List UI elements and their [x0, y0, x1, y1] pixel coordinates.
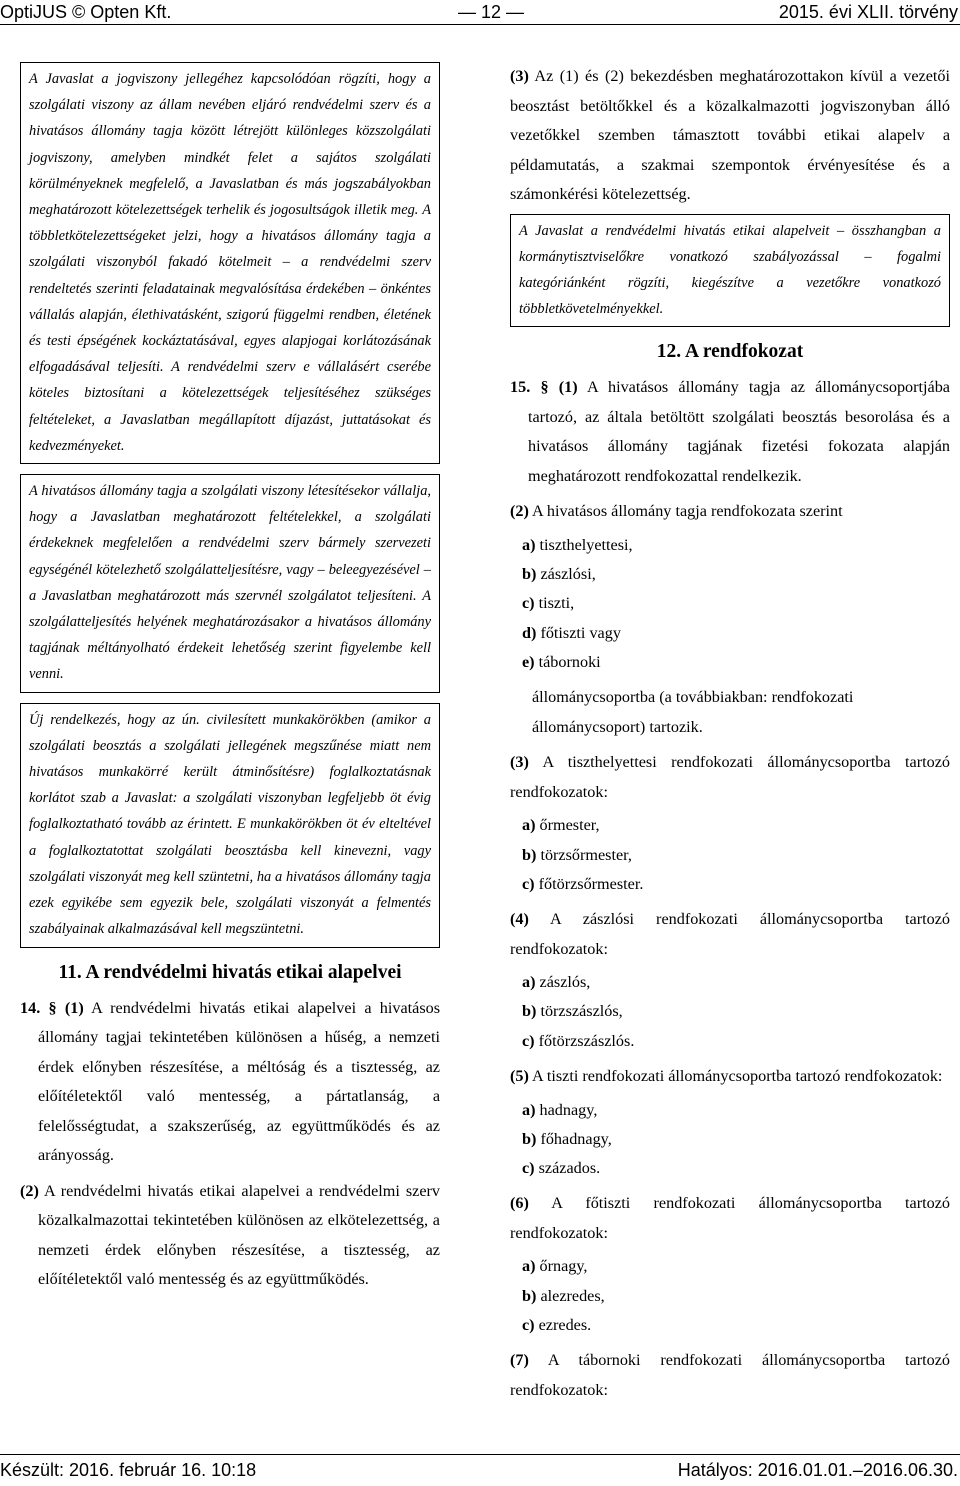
header-page-number: — 12 — — [458, 2, 525, 22]
right-column — [510, 62, 950, 1405]
header-law-title: 2015. évi XLII. törvény — [778, 2, 958, 22]
rank-list — [510, 1096, 950, 1184]
list-item: c) ezredes. — [522, 1316, 592, 1335]
paragraph-text: A rendvédelmi hivatás etikai alapelvei a hivatásos állomány tagjai tekintetében különösen a hűség, a nemzeti érdek előnyben részesítése, a méltóság és a tisztesség, az előítéletektől való mentesség, a pártatlanság, a felelősségtudat, a szakszerűség, az együttműködés és az arányosság. — [38, 998, 441, 1164]
paragraph-text: A zászlósi rendfokozati állománycsoportba tartozó rendfokozatok: — [510, 910, 950, 958]
list-item: b) törzsőrmester, — [522, 845, 632, 864]
list-item: c) főtörzsőrmester. — [522, 874, 644, 893]
paragraph-15-4 — [510, 905, 950, 964]
section-title: 11. A rendvédelmi hivatás etikai alapelvei — [58, 961, 402, 983]
commentary-box: A Javaslat a jogviszony jellegéhez kapcsolódóan rögzíti, hogy a szolgálati viszony az állam nevében eljáró rendvédelmi szerv és a hivatásos állomány tagja között létrejött különleges közszolgálati jogviszony, amelyben mindkét felet a sajátos szolgálati körülményeknek megfelelő, a Javaslatban és más jogszabályokban meghatározott kötelezettségek terhelik és jogosultságok illetik meg. A többletkötelezettségeket jelzi, hogy a hivatásos állomány tagja a szolgálati viszonyból fakadó kötelmeit – a rendvédelmi szerv rendeltetés szerinti feladatainak megvalósítása érdekében – önkéntes vállalás alapján, élethivatásként, szigorú függelmi rendben, életének és testi épségének kockáztatásával, egyes alapjogai korlátozásának elfogadásával teljesíti. A rendvédelmi szerv e vállalásért cserébe köteles biztosítani a kötelezettségek teljesítéséhez szükséges feltételeket, a Javaslatban megállapított díjazást, juttatásokat és kedvezményeket. — [20, 62, 440, 464]
header-rule — [0, 24, 960, 25]
paragraph-number: (2) — [510, 502, 529, 521]
paragraph-15-1 — [510, 373, 950, 491]
paragraph-text: A tiszthelyettesi rendfokozati állománycsoportba tartozó rendfokozatok: — [510, 753, 950, 801]
paragraph-number: 15. § (1) — [510, 378, 578, 397]
paragraph-number: (2) — [20, 1181, 39, 1200]
header-publisher: OptiJUS © Opten Kft. — [0, 2, 172, 22]
paragraph-number: (5) — [510, 1067, 529, 1086]
paragraph-text: A tábornoki rendfokozati állománycsoportba tartozó rendfokozatok: — [510, 1351, 950, 1399]
paragraph-number: 14. § (1) — [20, 998, 84, 1017]
list-item: b) zászlósi, — [522, 565, 596, 584]
paragraph-number: (6) — [510, 1194, 529, 1213]
footer-effective: Hatályos: 2016.01.01.–2016.06.30. — [677, 1460, 958, 1480]
paragraph-text: A rendvédelmi hivatás etikai alapelvei a rendvédelmi szerv közalkalmazottai tekintetében különösen az elkötelezettség, a nemzeti érdek előnyben részesítése, a tisztesség, az előítéletektől való mentesség és az együttműködés. — [38, 1181, 440, 1288]
list-item: d) főtiszti vagy — [522, 623, 621, 642]
paragraph-number: (7) — [510, 1351, 529, 1370]
paragraph-text: A hivatásos állomány tagja az állománycsoportjába tartozó, az általa betöltött szolgálati beosztás besorolása és a hivatásos állomány tagjának fizetési fokozata alapján meghatározott rendfokozattal rendelkezik. — [528, 378, 950, 485]
rank-group-list — [510, 531, 950, 677]
list-item: c) főtörzszászlós. — [522, 1031, 635, 1050]
footer-created: Készült: 2016. február 16. 10:18 — [0, 1460, 257, 1480]
page-footer — [0, 1458, 960, 1486]
list-item: a) zászlós, — [522, 973, 591, 992]
paragraph-15-6 — [510, 1189, 950, 1248]
list-item: a) hadnagy, — [522, 1100, 598, 1119]
commentary-box: A Javaslat a rendvédelmi hivatás etikai alapelveit – összhangban a kormánytisztviselőkre vonatkozó szabályozással – fogalmi kategóriánként rögzíti, kiegészítve a vezetőkre vonatkozó többletkövetelményekkel. — [510, 214, 950, 328]
paragraph-14-2 — [20, 1177, 440, 1295]
paragraph-number: (3) — [510, 753, 529, 772]
paragraph-text: A főtiszti rendfokozati állománycsoportba tartozó rendfokozatok: — [510, 1194, 950, 1242]
list-item: b) alezredes, — [522, 1286, 605, 1305]
rank-list — [510, 811, 950, 899]
section-title: 12. A rendfokozat — [656, 341, 804, 363]
paragraph-text: A tiszti rendfokozati állománycsoportba tartozó rendfokozatok: — [528, 1067, 943, 1086]
paragraph-15-2 — [510, 497, 950, 527]
paragraph-15-3 — [510, 748, 950, 807]
commentary-box: A hivatásos állomány tagja a szolgálati viszony létesítésekor vállalja, hogy a Javaslatban meghatározott feltételekkel, a szolgálati érdekeknek megfelelően a rendvédelmi szerv bármely szervezeti egységénél kötelezhető szolgálatteljesítésre, vagy – beleegyezésével – a Javaslatban meghatározott más szervnél szolgálatot teljesíteni. A szolgálatteljesítés helyének meghatározásakor a hivatásos állomány tagjának méltányolható érdekeit lehetőség szerint figyelembe kell venni. — [20, 474, 440, 693]
list-item: e) tábornoki — [522, 653, 601, 671]
paragraph-14-1 — [20, 994, 440, 1171]
list-continuation: állománycsoportba (a továbbiakban: rendfokozati állománycsoport) tartozik. — [532, 688, 854, 736]
list-item: a) őrnagy, — [522, 1257, 588, 1276]
left-column — [20, 62, 440, 1295]
commentary-box: Új rendelkezés, hogy az ún. civilesített munkakörökben (amikor a szolgálati beosztás a szolgálati jellegének megszűnése miatt nem hivatásos munkakörré került átminősítésre) foglalkoztatásnak korlátot szab a Javaslat: a szolgálati viszonyban legfeljebb öt évig foglalkoztatható tovább az érintett. E munkakörökben öt év elteltével a foglalkoztatottat szolgálati beosztásba kell kinevezni, vagy szolgálati viszonyát meg kell szüntetni, ha a hivatásos állomány tagja ezek egyikébe sem egyezik bele, szolgálati viszonyát a felmentés szabályainak alkalmazásával kell megszüntetni. — [20, 703, 440, 948]
list-item: b) főhadnagy, — [522, 1129, 612, 1148]
list-item: a) őrmester, — [522, 816, 600, 835]
paragraph-15-5 — [510, 1062, 950, 1092]
paragraph-number: (3) — [510, 67, 529, 85]
rank-list — [510, 968, 950, 1056]
list-item: c) százados. — [522, 1159, 601, 1178]
rank-list — [510, 1252, 950, 1340]
list-item: a) tiszthelyettesi, — [522, 535, 633, 554]
paragraph-text: A hivatásos állomány tagja rendfokozata szerint — [528, 502, 843, 521]
paragraph-14-3 — [510, 62, 950, 210]
paragraph-text: Az (1) és (2) bekezdésben meghatározottakon kívül a vezetői beosztást betöltőkkel és a közalkalmazotti jogviszonyban álló vezetőkkel szemben támasztott további etikai alapelv a példamutatás, a szakmai szempontok érvényesítése és a számonkérési kötelezettség. — [510, 67, 950, 203]
list-item: b) törzszászlós, — [522, 1002, 623, 1021]
footer-rule — [0, 1454, 960, 1455]
list-item: c) tiszti, — [522, 594, 575, 613]
paragraph-15-7 — [510, 1346, 950, 1405]
paragraph-number: (4) — [510, 910, 529, 929]
